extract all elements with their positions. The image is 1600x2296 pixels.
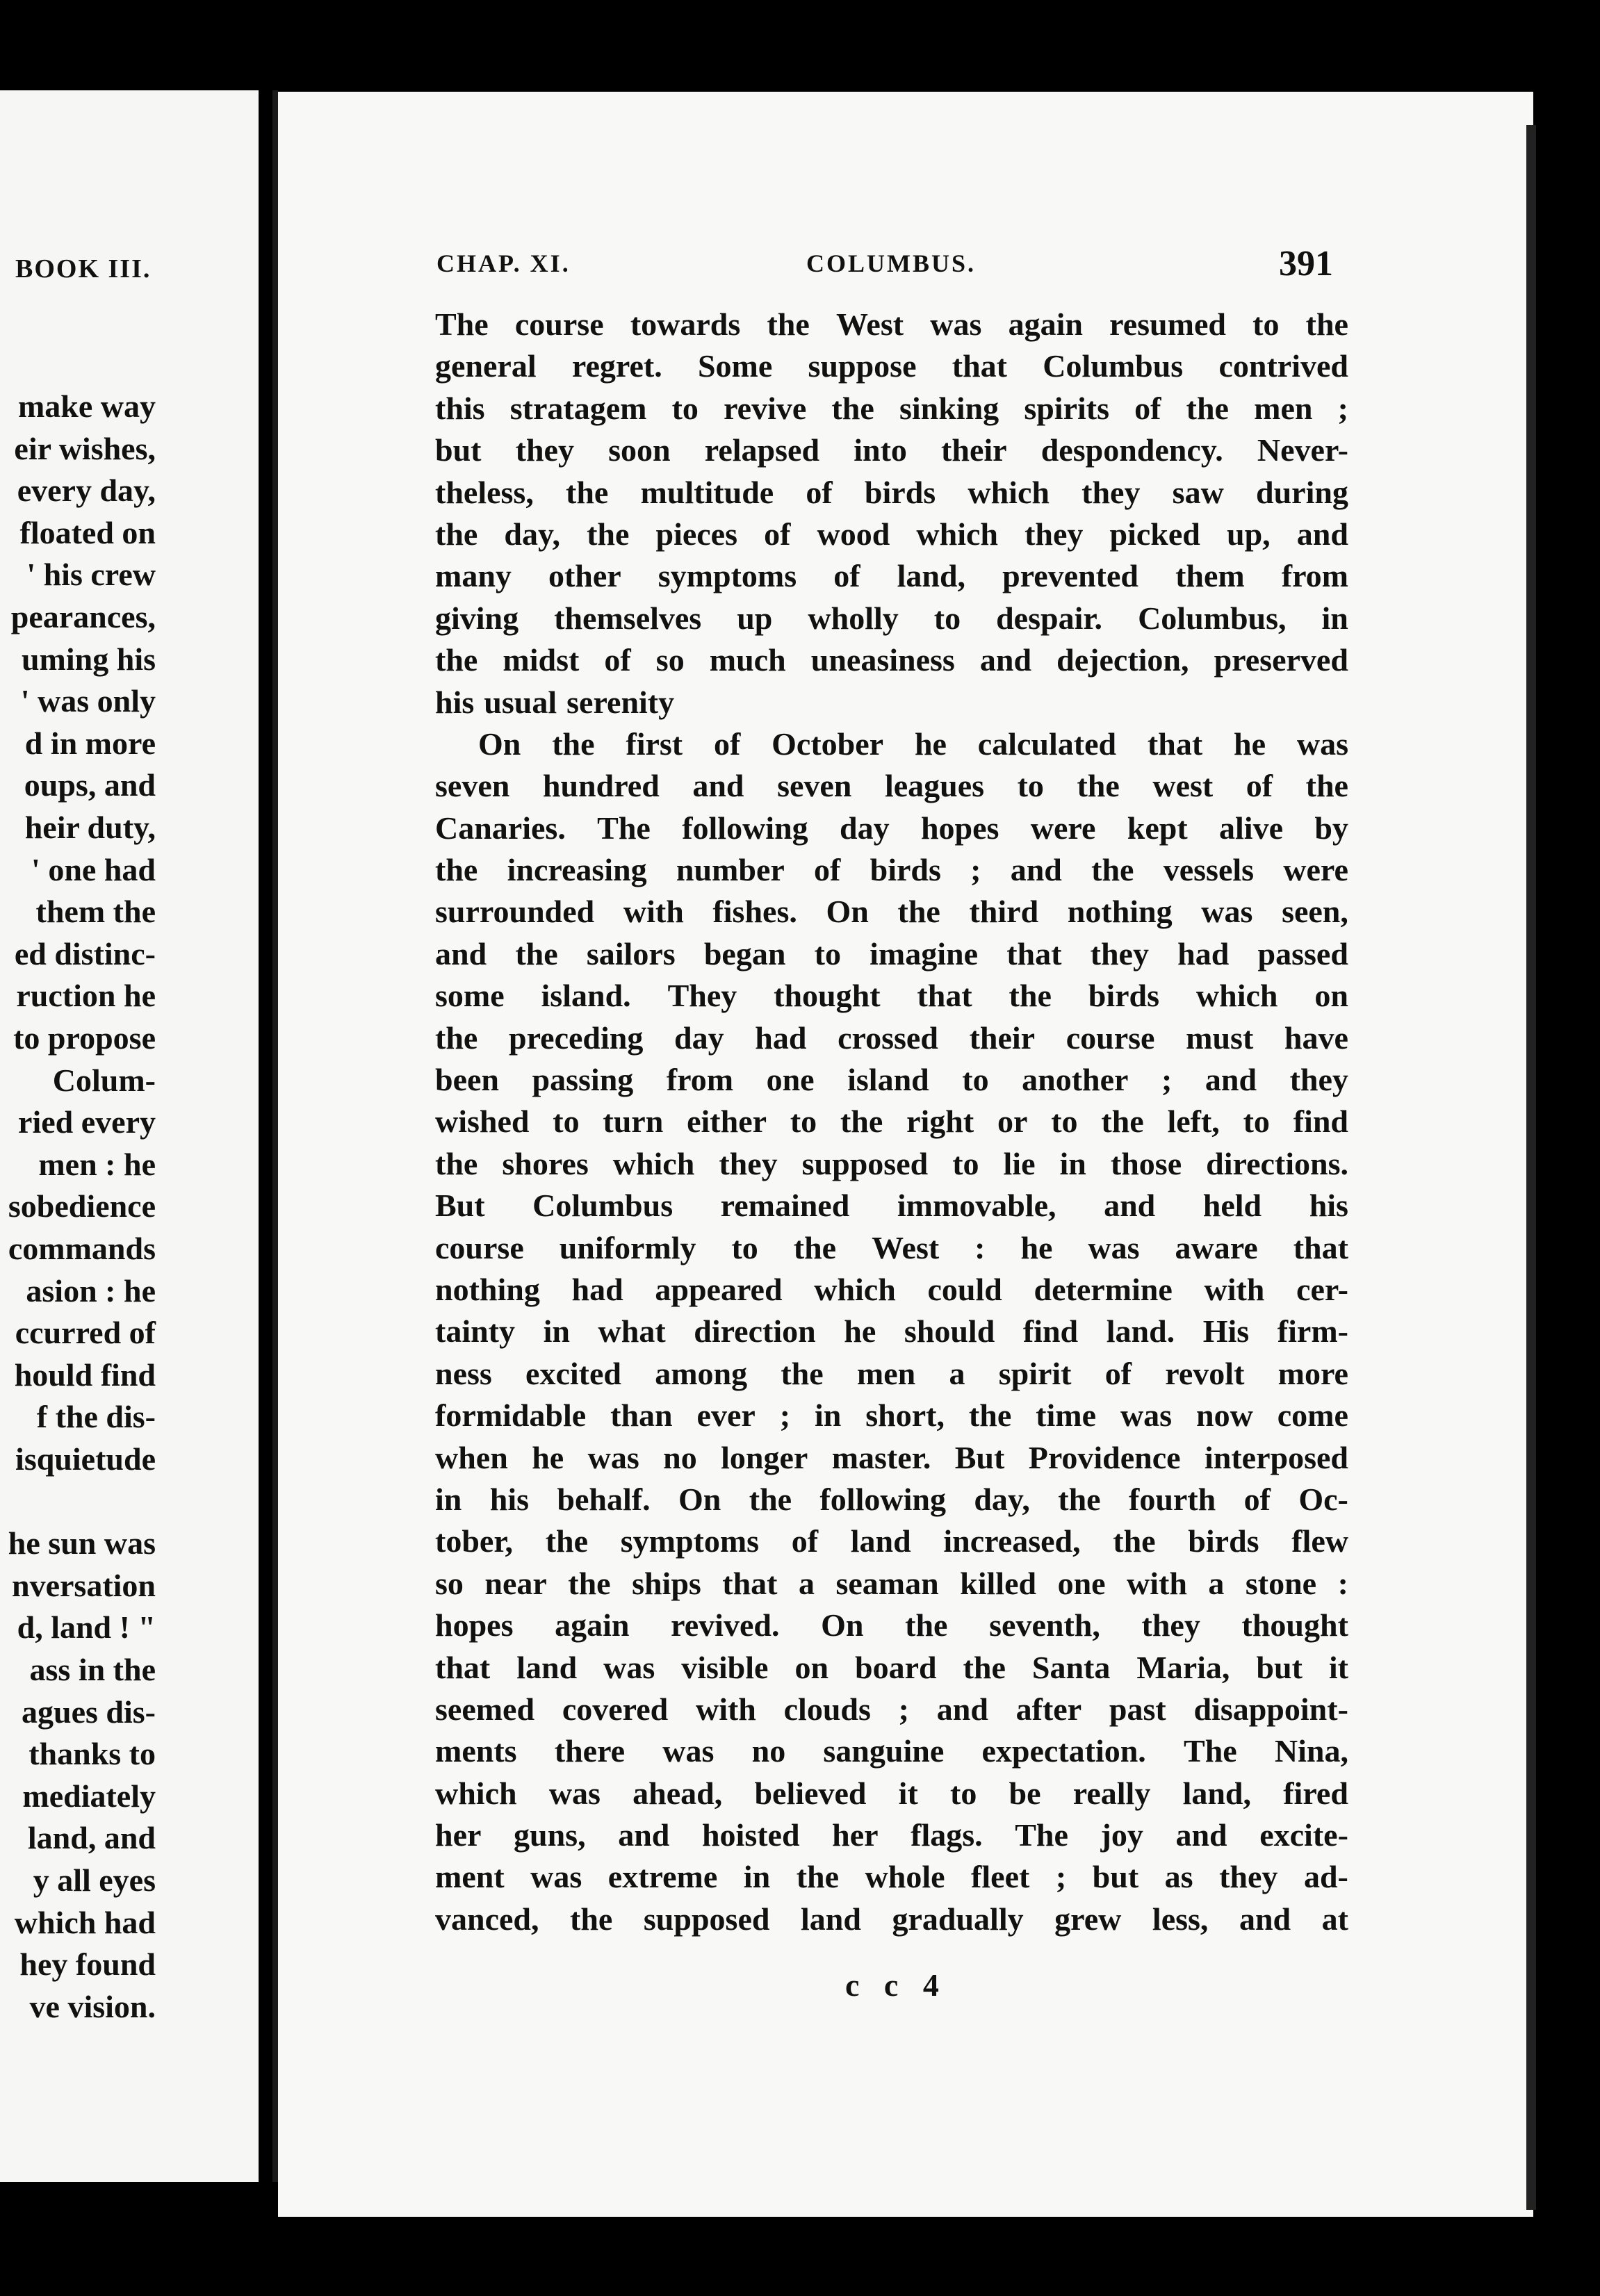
text-line: hopes again revived. On the seventh, they thought: [435, 1607, 1348, 1643]
book-gutter: [272, 90, 278, 2182]
body-text: [435, 304, 1348, 1940]
left-text-fragment: heir duty,: [24, 810, 156, 845]
text-line: when he was no longer master. But Providence interposed: [435, 1439, 1348, 1475]
text-line: the day, the pieces of wood which they picked up, and: [435, 516, 1348, 552]
text-line: Canaries. The following day hopes were kept alive by: [435, 810, 1348, 846]
left-text-fragment: hould find: [14, 1356, 156, 1393]
left-text-fragment: ve vision.: [29, 1988, 156, 2024]
left-text-fragment: every day,: [17, 473, 156, 509]
text-line: wished to turn either to the right or to the left, to find: [435, 1104, 1348, 1140]
text-line: seemed covered with clouds ; and after past disappoint-: [435, 1691, 1348, 1727]
text-line: been passing from one island to another ; and they: [435, 1062, 1348, 1098]
left-text-fragment: ' his crew: [26, 557, 156, 593]
text-line: and the sailors began to imagine that they had passed: [435, 935, 1348, 971]
left-text-fragment: d in more: [24, 725, 156, 761]
text-line: but they soon relapsed into their despondency. Never-: [435, 432, 1348, 468]
left-text-fragment: which had: [14, 1904, 156, 1940]
text-line: tainty in what direction he should find land. His firm-: [435, 1313, 1348, 1350]
left-text-fragment: land, and: [27, 1820, 156, 1856]
signature-mark: c c 4: [845, 1967, 947, 2003]
page-number: 391: [1279, 244, 1333, 284]
left-text-fragment: nversation: [12, 1567, 156, 1603]
text-line: that land was visible on board the Santa Maria, but it: [435, 1649, 1348, 1685]
text-line: seven hundred and seven leagues to the west of the: [435, 768, 1348, 804]
text-line: tober, the symptoms of land increased, the birds flew: [435, 1523, 1348, 1559]
text-line: theless, the multitude of birds which they saw during: [435, 474, 1348, 510]
left-text-fragment: isquietude: [15, 1441, 156, 1477]
page-edge-shadow: [1526, 125, 1536, 2210]
facing-left-page: [0, 90, 259, 2182]
left-text-fragment: ' one had: [31, 851, 156, 887]
text-line: so near the ships that a seaman killed one with a stone :: [435, 1565, 1348, 1601]
text-line: the midst of so much uneasiness and dejection, preserved: [435, 642, 1348, 678]
text-line: the preceding day had crossed their course must have: [435, 1019, 1348, 1056]
left-text-fragment: sobedience: [8, 1188, 156, 1224]
left-text-fragment: to propose: [13, 1020, 156, 1056]
text-line: course uniformly to the West : he was aware that: [435, 1229, 1348, 1265]
text-line: his usual serenity: [435, 684, 675, 720]
text-line: ments there was no sanguine expectation. The Nina,: [435, 1733, 1348, 1769]
right-page: [278, 92, 1533, 2217]
text-line: her guns, and hoisted her flags. The joy and excite-: [435, 1817, 1348, 1853]
left-text-fragment: ccurred of: [15, 1315, 156, 1351]
text-line: in his behalf. On the following day, the fourth of Oc-: [435, 1481, 1348, 1517]
text-line: the increasing number of birds ; and the vessels were: [435, 852, 1348, 888]
left-text-fragment: men : he: [38, 1146, 156, 1182]
left-text-fragment: ass in the: [29, 1652, 156, 1687]
left-text-fragment: eir wishes,: [14, 430, 156, 466]
text-line: this stratagem to revive the sinking spirits of the men ;: [435, 390, 1348, 426]
left-text-fragment: he sun was: [8, 1525, 156, 1561]
left-text-fragment: thanks to: [28, 1736, 156, 1772]
left-text-fragment: y all eyes: [33, 1862, 156, 1898]
text-line: many other symptoms of land, prevented them from: [435, 558, 1348, 594]
text-line: giving themselves up wholly to despair. Columbus, in: [435, 600, 1348, 636]
left-text-fragment: make way: [17, 388, 156, 424]
text-line: ness excited among the men a spirit of revolt more: [435, 1355, 1348, 1391]
left-text-fragment: d, land ! ": [17, 1609, 156, 1646]
left-text-fragment: ed distinc-: [14, 935, 156, 971]
left-text-fragment: oups, and: [24, 767, 156, 803]
text-line: vanced, the supposed land gradually grew less, and at: [435, 1901, 1348, 1937]
left-text-fragment: ' was only: [20, 683, 156, 719]
chapter-label: CHAP. XI.: [436, 249, 571, 277]
text-line: On the first of October he calculated that he was: [478, 725, 1348, 762]
text-line: But Columbus remained immovable, and held his: [435, 1188, 1348, 1224]
left-text-fragment: them the: [35, 894, 156, 930]
left-text-fragment: pearances,: [10, 599, 156, 634]
text-line: ment was extreme in the whole fleet ; but as they ad-: [435, 1859, 1348, 1895]
left-text-fragment: asion : he: [26, 1272, 156, 1309]
text-line: surrounded with fishes. On the third nothing was seen,: [435, 894, 1348, 930]
left-text-fragment: mediately: [22, 1778, 156, 1814]
text-line: which was ahead, believed it to be really land, fired: [435, 1775, 1348, 1811]
left-text-fragment: Colum-: [52, 1062, 156, 1098]
left-running-head: BOOK III.: [15, 254, 152, 284]
left-text-fragment: hey found: [19, 1946, 156, 1983]
left-text-fragment: f the dis-: [36, 1399, 156, 1435]
text-line: nothing had appeared which could determine with cer-: [435, 1271, 1348, 1307]
text-line: general regret. Some suppose that Columbus contrived: [435, 348, 1348, 384]
text-line: some island. They thought that the birds which on: [435, 978, 1348, 1014]
running-header: [278, 243, 1533, 285]
running-title: COLUMBUS.: [806, 249, 977, 277]
text-line: formidable than ever ; in short, the time was now come: [435, 1397, 1348, 1434]
left-text-fragment: agues dis-: [22, 1694, 156, 1730]
text-line: the shores which they supposed to lie in those directions.: [435, 1145, 1348, 1181]
left-text-fragment: commands: [8, 1231, 156, 1266]
left-text-fragment: ried every: [18, 1104, 156, 1140]
left-text-fragment: uming his: [21, 641, 156, 677]
left-text-fragment: floated on: [19, 514, 156, 550]
text-line: The course towards the West was again resumed to the: [435, 306, 1348, 342]
left-text-fragment: ruction he: [16, 978, 156, 1014]
